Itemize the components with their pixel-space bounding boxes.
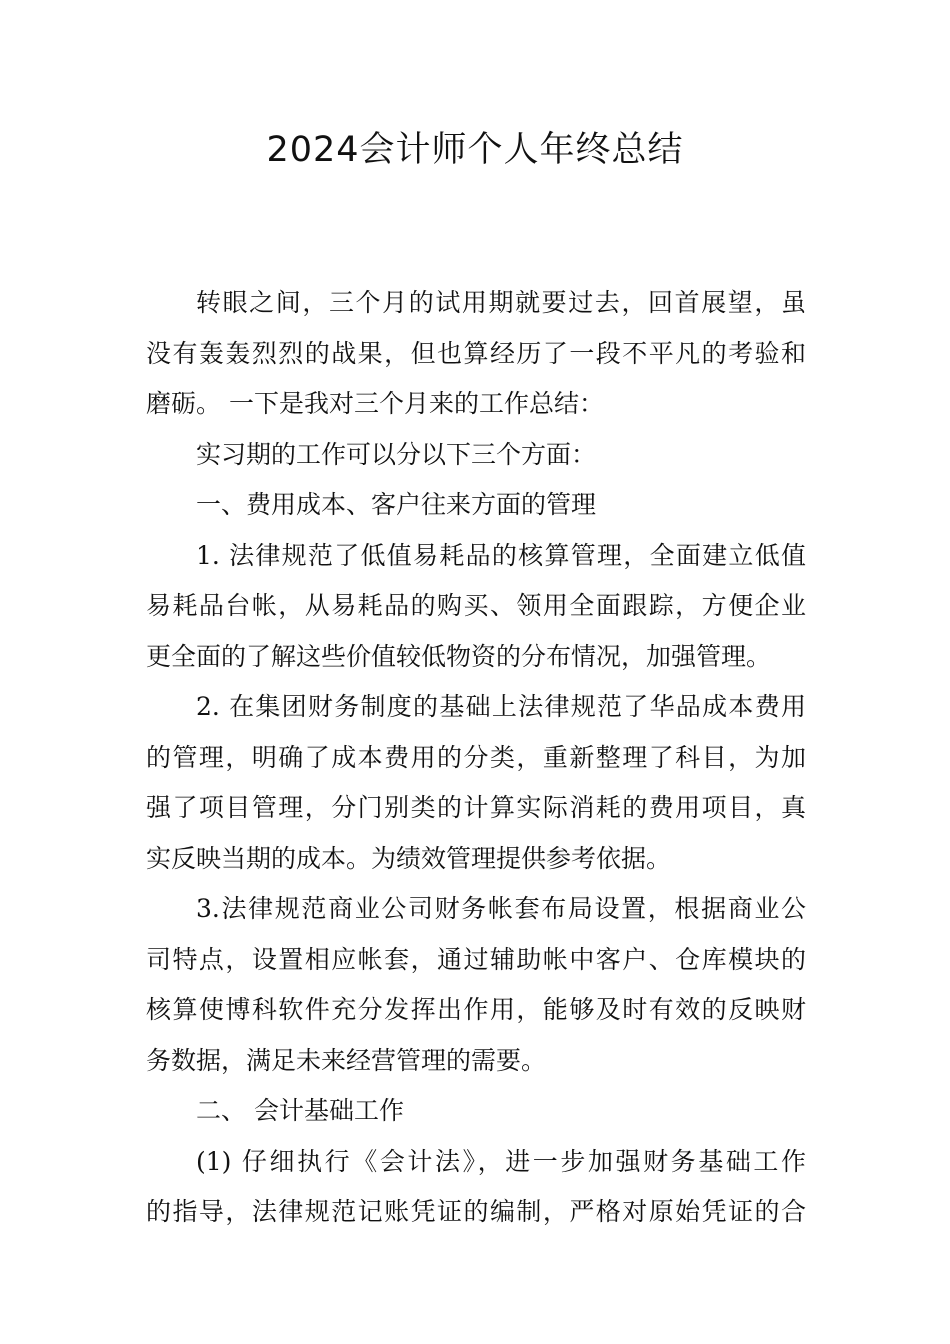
document-line: 更全面的了解这些价值较低物资的分布情况，加强管理。 [146,641,772,671]
document-line: 转眼之间，三个月的试用期就要过去，回首展望，虽 [196,288,806,317]
document-line: (1) 仔细执行《会计法》，进一步加强财务基础工作 [196,1146,806,1176]
document-line: 磨砺。 一下是我对三个月来的工作总结： [146,389,604,418]
document-line: 务数据，满足未来经营管理的需要。 [146,1045,547,1075]
document-line: 强了项目管理，分门别类的计算实际消耗的费用项目，真 [146,793,806,822]
document-line: 的指导，法律规范记账凭证的编制，严格对原始凭证的合 [146,1197,806,1226]
document-line: 没有轰轰烈烈的战果，但也算经历了一段不平凡的考验和 [146,338,806,368]
document-line: 1. 法律规范了低值易耗品的核算管理，全面建立低值 [196,540,806,570]
document-line: 实习期的工作可以分以下三个方面： [196,439,597,469]
document-line: 易耗品台帐，从易耗品的购买、领用全面跟踪，方便企业 [146,591,806,620]
document-line: 2. 在集团财务制度的基础上法律规范了华品成本费用 [196,692,806,721]
document-line: 二、 会计基础工作 [196,1096,404,1125]
document-line: 司特点，设置相应帐套，通过辅助帐中客户、仓库模块的 [146,944,806,974]
document-line: 3.法律规范商业公司财务帐套布局设置，根据商业公 [196,894,806,923]
document-line: 实反映当期的成本。为绩效管理提供参考依据。 [146,843,672,873]
document-line: 的管理，明确了成本费用的分类，重新整理了科目，为加 [146,742,806,772]
document-body [146,278,806,1238]
document-title: 2024会计师个人年终总结 [266,130,684,170]
document-line: 核算使博科软件充分发挥出作用，能够及时有效的反映财 [146,995,806,1024]
document-line: 一、费用成本、客户往来方面的管理 [196,490,597,519]
